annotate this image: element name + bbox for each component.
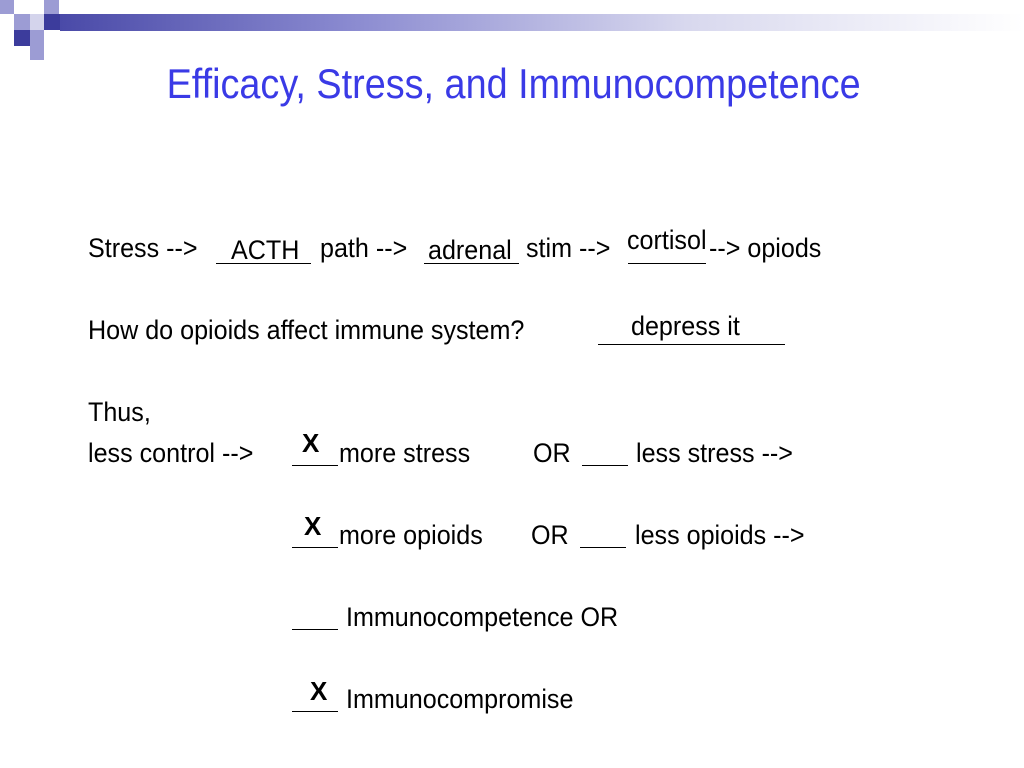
underline — [292, 711, 338, 712]
option-more-stress: more stress — [339, 438, 471, 468]
decor-square — [30, 14, 44, 30]
line1-text-stim: stim --> — [526, 233, 611, 263]
underline — [292, 629, 338, 630]
decor-square — [14, 30, 30, 46]
underline — [628, 263, 706, 264]
line1-text-path: path --> — [320, 233, 408, 263]
blank-acth: ACTH — [231, 235, 300, 265]
option-less-opioids: less opioids --> — [635, 520, 805, 550]
underline — [582, 465, 628, 466]
option-immunocompetence: Immunocompetence OR — [346, 602, 619, 632]
underline — [292, 547, 338, 548]
thus-text: Thus, — [88, 397, 151, 427]
decor-square — [14, 14, 30, 30]
decor-square — [30, 30, 44, 46]
blank-adrenal: adrenal — [428, 235, 512, 265]
underline — [216, 263, 311, 264]
underline — [580, 547, 626, 548]
decor-square — [44, 0, 59, 14]
answer-depress: depress it — [631, 311, 740, 341]
question-text: How do opioids affect immune system? — [88, 315, 525, 345]
slide-title: Efficacy, Stress, and Immunocompetence — [166, 60, 861, 107]
decor-square — [0, 0, 14, 14]
header-gradient-bar — [60, 14, 1024, 31]
option-more-opioids: more opioids — [339, 520, 483, 550]
check-mark-more-stress: X — [302, 428, 320, 458]
or-text: OR — [533, 438, 571, 468]
or-text: OR — [531, 520, 569, 550]
less-control-text: less control --> — [88, 438, 254, 468]
line1-text-opiods: --> opiods — [709, 233, 822, 263]
line1-text-stress: Stress --> — [88, 233, 198, 263]
decor-square — [30, 46, 44, 60]
underline — [292, 465, 338, 466]
option-less-stress: less stress --> — [636, 438, 793, 468]
underline — [424, 263, 519, 264]
decor-square — [44, 14, 60, 30]
underline — [598, 344, 785, 345]
option-immunocompromise: Immunocompromise — [346, 684, 574, 714]
blank-cortisol: cortisol — [627, 225, 707, 255]
check-mark-more-opioids: X — [304, 511, 322, 541]
check-mark-immunocompromise: X — [310, 676, 328, 706]
